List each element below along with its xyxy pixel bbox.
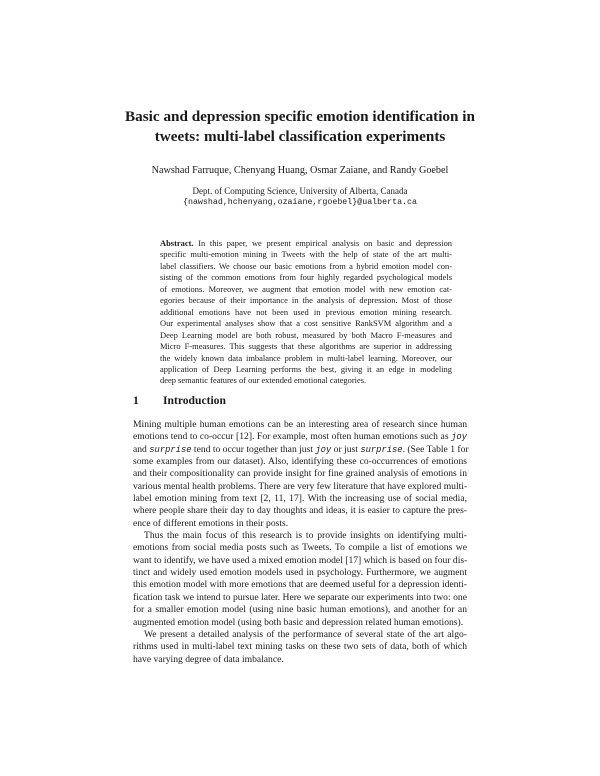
abstract-line: sisting of the common emotions from four highly regarded psychological models <box>160 272 452 283</box>
emphasis-joy: joy <box>315 444 332 455</box>
body-line: emotions tend to co-occur [12]. For example, most often human emotions such as joy <box>133 431 467 443</box>
section-body <box>133 419 467 666</box>
body-line: some examples from our dataset). Also, identifying these co-occurrences of emotions <box>133 456 467 468</box>
abstract-line: the widely known data imbalance problem in multi-label learning. Moreover, our <box>160 352 452 363</box>
abstract-line: Micro F-measures. This suggests that these algorithms are superior in addressing <box>160 341 452 352</box>
abstract-line: Deep Learning model are both robust, measured by both Macro F-measures and <box>160 329 452 340</box>
body-line: Mining multiple human emotions can be an interesting area of research since human <box>133 419 467 430</box>
body-line: ence of different emotions in their posts. <box>133 517 289 529</box>
abstract-line: application of Deep Learning performs the best, giving it an edge in modeling <box>160 363 452 374</box>
body-line: We present a detailed analysis of the performance of several state of the art algo- <box>144 628 467 640</box>
abstract-line: deep semantic features of our extended emotional categories. <box>160 375 367 386</box>
body-line: rithms used in multi-label text mining tasks on these two sets of data, both of which <box>133 641 467 653</box>
abstract-line: Abstract. In this paper, we present empirical analysis on basic and depression <box>160 238 453 248</box>
affiliation: Dept. of Computing Science, University of Alberta, Canada <box>192 186 408 196</box>
title-line: tweets: multi-label classification experiments <box>154 128 446 145</box>
abstract-line: egories because of their importance in the analysis of depression. Most of those <box>160 295 452 306</box>
title-line: Basic and depression specific emotion identification in <box>125 108 475 125</box>
body-line: tinct and widely used emotion models used in psychology. Furthermore, we augment <box>133 567 467 579</box>
abstract-line: label classifiers. We choose our basic emotions from a hybrid emotion model con- <box>160 260 452 271</box>
body-line: fication task we intend to pursue later. Here we separate our experiments into two: one <box>133 591 467 603</box>
body-line: want to identify, we have used a mixed emotion model [17] which is based on four dis- <box>133 554 468 566</box>
emphasis-joy: joy <box>451 432 467 443</box>
abstract-line: of emotions. Moreover, we augment that emotion model with new emotion cat- <box>160 283 452 294</box>
body-line: where people share their day to day thoughts and ideas, it is easier to capture the pres- <box>133 505 467 517</box>
body-line: various mental health problems. There are very few literature that have explored multi- <box>133 480 468 492</box>
section-heading <box>133 394 226 407</box>
author-list: Nawshad Farruque, Chenyang Huang, Osmar Zaiane, and Randy Goebel <box>151 165 449 176</box>
body-line: emotions from social media posts such as Tweets. To compile a list of emotions we <box>133 542 467 554</box>
body-line: this emotion model with more emotions that are deemed useful for a depression identi- <box>133 579 467 591</box>
section-title: Introduction <box>163 394 226 407</box>
body-line: augmented emotion model (using both basic and depression related human emotions). <box>133 616 464 628</box>
body-line: and surprise tend to occur together than just joy or just surprise. (See Table 1 for <box>133 443 469 455</box>
body-line: have varying degree of data imbalance. <box>133 653 284 665</box>
section-number: 1 <box>133 394 139 407</box>
abstract-line: Our experimental analyses show that a cost sensitive RankSVM algorithm and a <box>160 318 452 329</box>
author-emails: {nawshad,hchenyang,ozaiane,rgoebel}@ualberta.ca <box>182 198 417 207</box>
body-line: and their compositionality can provide insight for fine grained analysis of emotions in <box>133 468 467 480</box>
emphasis-surprise: surprise <box>360 444 403 455</box>
abstract-label: Abstract. <box>160 238 194 248</box>
abstract <box>160 238 452 387</box>
abstract-line: additional emotions have not been used in previous emotion mining research. <box>160 306 452 317</box>
affiliation-block <box>0 185 600 209</box>
body-line: label emotion mining from text [2, 11, 17]. With the increasing use of social media, <box>133 493 467 505</box>
paper-title <box>0 107 600 147</box>
body-line: Thus the main focus of this research is to provide insights on identifying multi- <box>144 530 467 542</box>
abstract-line: specific multi-emotion mining in Tweets with the help of state of the art multi- <box>160 249 452 260</box>
emphasis-surprise: surprise <box>149 444 192 455</box>
body-line: for a smaller emotion model (using nine basic human emotions), and another for an <box>133 604 467 616</box>
